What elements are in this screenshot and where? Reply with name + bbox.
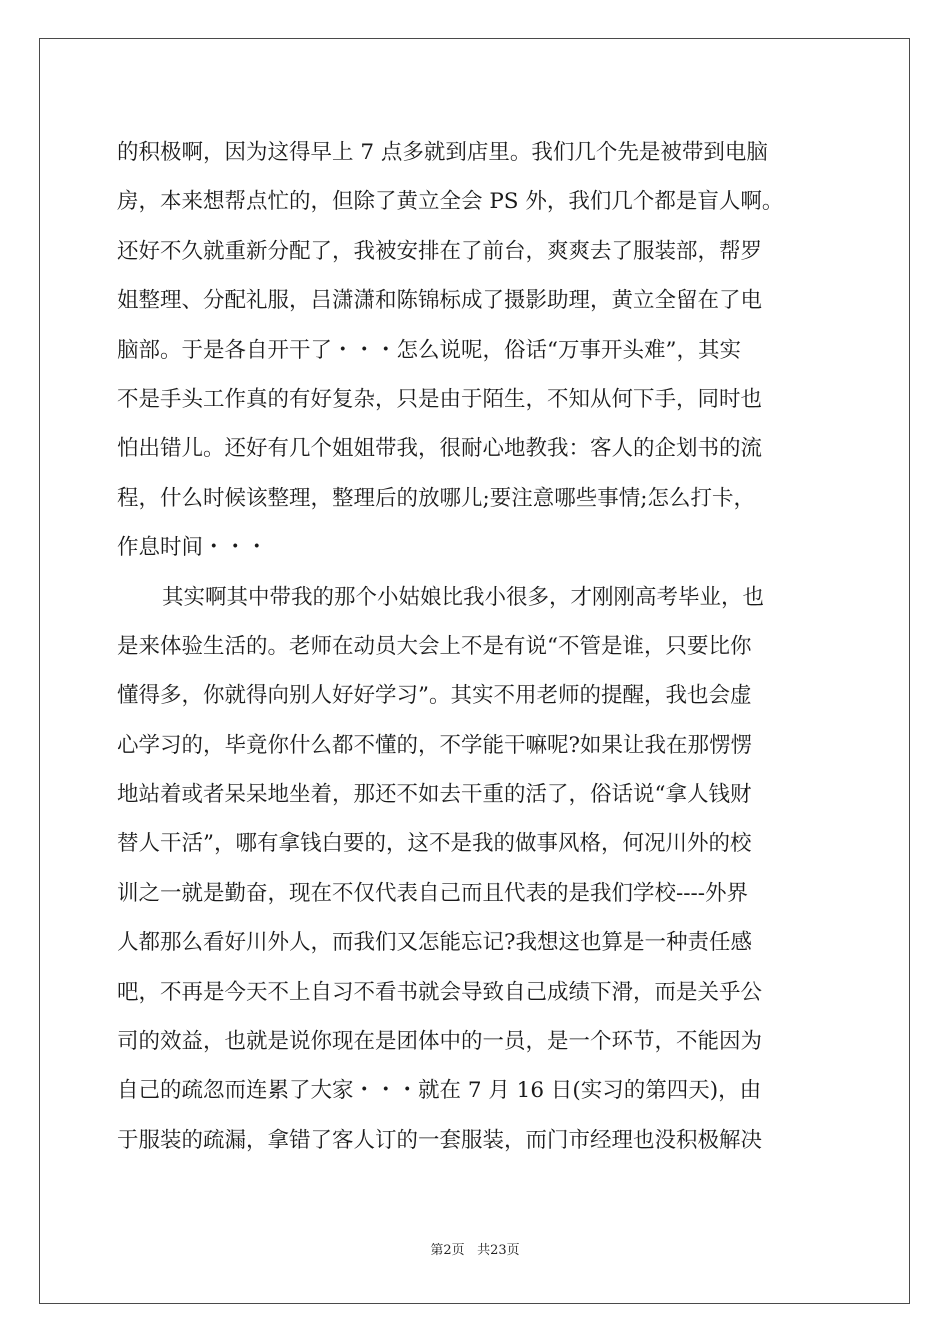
footer-spacer	[465, 1243, 477, 1258]
text-line: 是来体验生活的。老师在动员大会上不是有说“不管是谁，只要比你	[117, 633, 752, 659]
text-line: 人都那么看好川外人，而我们又怎能忘记?我想这也算是一种责任感	[117, 930, 753, 956]
text-line: 司的效益，也就是说你现在是团体中的一员，是一个环节，不能因为	[117, 1029, 763, 1055]
text-line: 吧，不再是今天不上自习不看书就会导致自己成绩下滑，而是关乎公	[117, 979, 763, 1005]
paragraph-start-line: 其实啊其中带我的那个小姑娘比我小很多，才刚刚高考毕业，也	[162, 584, 765, 610]
text-line: 不是手头工作真的有好复杂，只是由于陌生，不知从何下手，同时也	[117, 386, 763, 412]
text-line: 房，本来想帮点忙的，但除了黄立全会 PS 外，我们几个都是盲人啊。	[117, 189, 784, 215]
text-line: 程，什么时候该整理，整理后的放哪儿;要注意哪些事情;怎么打卡，	[117, 485, 755, 511]
page-number: 第2页	[430, 1243, 465, 1258]
text-line: 训之一就是勤奋，现在不仅代表自己而且代表的是我们学校----外界	[117, 880, 749, 906]
text-line: 地站着或者呆呆地坐着，那还不如去干重的活了，俗话说“拿人钱财	[117, 782, 752, 808]
text-line: 心学习的，毕竟你什么都不懂的，不学能干嘛呢?如果让我在那愣愣	[117, 732, 753, 758]
text-line: 还好不久就重新分配了，我被安排在了前台，爽爽去了服装部，帮罗	[117, 238, 763, 264]
text-line: 作息时间・・・	[117, 535, 268, 561]
text-line: 懂得多，你就得向别人好好学习”。其实不用老师的提醒，我也会虚	[117, 683, 752, 709]
text-line: 姐整理、分配礼服，吕潇潇和陈锦标成了摄影助理，黄立全留在了电	[117, 288, 763, 314]
document-body	[117, 128, 833, 1165]
text-line: 替人干活”，哪有拿钱白要的，这不是我的做事风格，何况川外的校	[117, 831, 752, 857]
text-line: 怕出错儿。还好有几个姐姐带我，很耐心地教我：客人的企划书的流	[117, 436, 763, 462]
text-line: 的积极啊，因为这得早上 7 点多就到店里。我们几个先是被带到电脑	[117, 140, 768, 165]
text-line: 脑部。于是各自开干了・・・怎么说呢，俗话“万事开头难”，其实	[117, 337, 741, 363]
text-line: 于服装的疏漏，拿错了客人订的一套服装，而门市经理也没积极解决	[117, 1127, 763, 1153]
text-line: 自己的疏忽而连累了大家・・・就在 7 月 16 日(实习的第四天)，由	[117, 1078, 762, 1104]
total-pages: 共23页	[477, 1243, 520, 1258]
page-footer	[0, 1243, 950, 1259]
